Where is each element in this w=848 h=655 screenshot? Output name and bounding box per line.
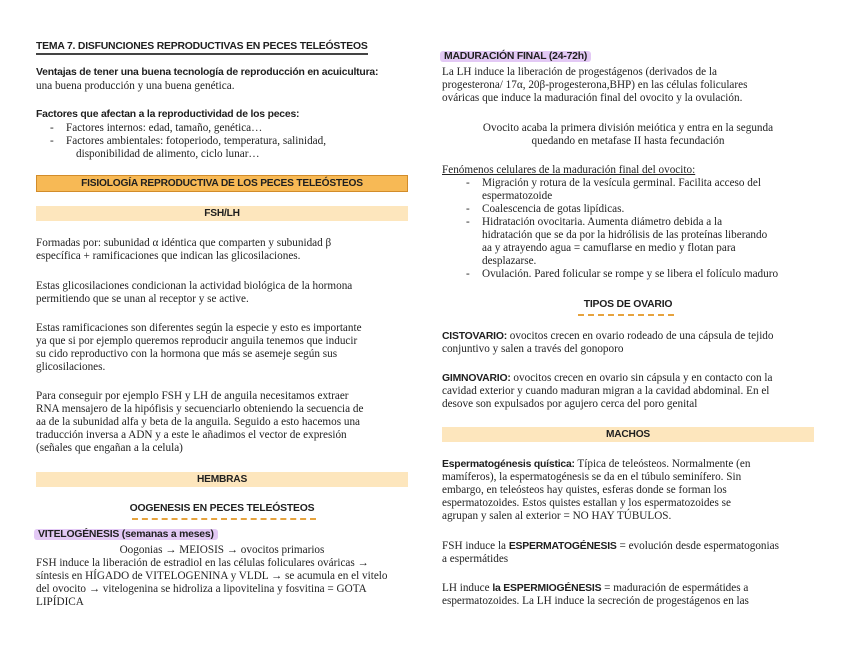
para-4-line-4: traducción inversa a ADN y a este le añadimos el vector de expresión xyxy=(36,429,347,441)
para-4-line-3: aa de la subunidad alfa y beta de la anguila. Seguido a esto hacemos una xyxy=(36,416,361,428)
para-2-line-2: permitiendo que se unan al receptor y se active. xyxy=(36,293,249,305)
hembras-section-bar: HEMBRAS xyxy=(36,472,408,487)
para-1-line-2: específica + ramificaciones que indican las glicosilaciones. xyxy=(36,250,301,262)
cistovario-line-1 xyxy=(442,330,774,344)
factores-heading: Factores que afectan a la reproductividad de los peces: xyxy=(36,109,300,120)
fsh-pre: FSH induce la xyxy=(442,540,509,552)
list-item: - Factores ambientales: fotoperiodo, temperatura, salinidad, xyxy=(66,135,326,148)
tipos-ovario-heading: TIPOS DE OVARIO xyxy=(583,299,673,310)
tipos-ovario-underline xyxy=(578,314,674,316)
para-4-line-1: Para conseguir por ejemplo FSH y LH de anguila necesitamos extraer xyxy=(36,390,349,402)
vitelo-line-3: del ovocito → vitelogenina se hidroliza a lipovitelina y fosvitina = GOTA xyxy=(36,583,367,595)
fsh-bold: ESPERMATOGÉNESIS xyxy=(508,541,617,552)
list-item-continuation: disponibilidad de alimento, ciclo lunar… xyxy=(76,148,260,160)
gimnovario-text: ovocitos crecen en ovario sin cápsula y en contacto con la xyxy=(510,372,773,384)
para-3-line-2: ya que si por ejemplo queremos reproducir anguila tenemos que inducir xyxy=(36,335,358,347)
oogenesis-heading: OOGENESIS EN PECES TELEÓSTEOS xyxy=(129,503,315,514)
ovocito-note-line-1: Ovocito acaba la primera división meiótica y entra en la segunda xyxy=(482,122,774,134)
esperm-line-5: agrupan y salen al exterior = NO HAY TÚBULOS. xyxy=(442,510,672,522)
cistovario-label: CISTOVARIO: xyxy=(442,331,507,342)
gimnovario-line-2: cavidad exterior y cuando maduran migran a la cavidad abdominal. En el xyxy=(442,385,770,397)
page-title: TEMA 7. DISFUNCIONES REPRODUCTIVAS EN PECES TELEÓSTEOS xyxy=(36,41,368,55)
esperm-line-4: espermatozoides. Estos quistes estallan y los espermatozoides se xyxy=(442,497,731,509)
fsh-line-2: a espermátides xyxy=(442,553,509,565)
para-3-line-3: su cido reproductivo con la hormona que más se asemeje según sus xyxy=(36,348,338,360)
list-item: - Hidratación ovocitaria. Aumenta diámetro debida a la xyxy=(482,216,722,229)
fenomenos-heading: Fenómenos celulares de la maduración final del ovocito: xyxy=(442,164,696,176)
list-item-continuation: desplazarse. xyxy=(482,255,537,267)
lh-line-2: espermatozoides. La LH induce la secreción de progestágenos en las xyxy=(442,595,749,607)
esperm-text: Típica de teleósteos. Normalmente (en xyxy=(574,458,751,470)
para-1-line-1: Formadas por: subunidad α idéntica que comparten y subunidad β xyxy=(36,237,332,249)
list-item-continuation: hidratación que se da por la hidrólisis de las proteínas liberando xyxy=(482,229,768,241)
list-item: - Coalescencia de gotas lipídicas. xyxy=(482,203,624,216)
ventajas-text: una buena producción y una buena genética. xyxy=(36,80,235,92)
esperm-line-3: embargo, en teleósteos hay quistes, esferas donde se forman los xyxy=(442,484,727,496)
list-item: - Ovulación. Pared folicular se rompe y se libera el folículo maduro xyxy=(482,268,778,281)
list-item: - Factores internos: edad, tamaño, genética… xyxy=(66,122,262,135)
list-item-continuation: aa y atrayendo agua = camuflarse en medio y flotan para xyxy=(482,242,736,254)
maduracion-line-2: progesterona/ 17α, 20β-progesterona,BHP) en las células foliculares xyxy=(442,79,748,91)
lh-bold: la ESPERMIOGÉNESIS xyxy=(492,583,602,594)
fsh-post: = evolución desde espermatogonias xyxy=(616,540,779,552)
list-item: - Migración y rotura de la vesícula germinal. Facilita acceso del xyxy=(482,177,761,190)
list-item-continuation: espermatozoide xyxy=(482,190,553,202)
vitelo-line-2: síntesis en HÍGADO de VITELOGENINA y VLDL → se acumula en el vitelo xyxy=(36,570,388,582)
para-3-line-1: Estas ramificaciones son diferentes según la especie y esto es importante xyxy=(36,322,362,334)
esperm-label: Espermatogénesis quística: xyxy=(442,459,575,470)
gimnovario-line-1 xyxy=(442,372,772,386)
maduracion-highlight: MADURACIÓN FINAL (24-72h) xyxy=(440,51,591,62)
vitelogenesis-highlight: VITELOGÉNESIS (semanas a meses) xyxy=(34,529,218,540)
maduracion-heading xyxy=(440,51,591,62)
para-2-line-1: Estas glicosilaciones condicionan la actividad biológica de la hormona xyxy=(36,280,353,292)
maduracion-line-1: La LH induce la liberación de progestágenos (derivados de la xyxy=(442,66,717,78)
cistovario-text: ovocitos crecen en ovario rodeado de una cápsula de tejido xyxy=(506,330,774,342)
lh-line-1 xyxy=(442,582,748,596)
esperm-line-1 xyxy=(442,458,750,472)
ovocito-note-line-2: quedando en metafase II hasta fecundación xyxy=(531,135,725,147)
vitelo-line-4: LIPÍDICA xyxy=(36,596,84,608)
vitelo-line-1: FSH induce la liberación de estradiol en las células foliculares ováricas → xyxy=(36,557,369,569)
esperm-line-2: mamíferos), la espermatogénesis se da en el túbulo seminífero. Sin xyxy=(442,471,742,483)
vitelogenesis-heading xyxy=(34,529,218,540)
maduracion-line-3: ováricas que induce la maduración final del ovocito y la ovulación. xyxy=(442,92,743,104)
gimnovario-line-3: desove son expulsados por agujero cerca del poro genital xyxy=(442,398,698,410)
machos-section-bar: MACHOS xyxy=(442,427,814,442)
para-4-line-2: RNA mensajero de la hipófisis y secuenciarlo obteniendo la secuencia de xyxy=(36,403,364,415)
lh-post: = maduración de espermátides a xyxy=(601,582,749,594)
lh-pre: LH induce xyxy=(442,582,493,594)
gimnovario-label: GIMNOVARIO: xyxy=(442,373,511,384)
cistovario-line-2: conjuntivo y salen a través del gonoporo xyxy=(442,343,624,355)
ventajas-heading: Ventajas de tener una buena tecnología de reproducción en acuicultura: xyxy=(36,67,379,78)
para-4-line-5: (señales que engañan a la celula) xyxy=(36,442,183,454)
para-3-line-4: glicosilaciones. xyxy=(36,361,106,373)
fisiologia-section-bar: FISIOLOGÍA REPRODUCTIVA DE LOS PECES TELEÓSTEOS xyxy=(36,175,408,192)
fsh-line-1 xyxy=(442,540,779,554)
oogonias-line: Oogonias → MEIOSIS → ovocitos primarios xyxy=(119,544,325,556)
fshlh-section-bar: FSH/LH xyxy=(36,206,408,221)
oogenesis-underline xyxy=(132,518,316,520)
